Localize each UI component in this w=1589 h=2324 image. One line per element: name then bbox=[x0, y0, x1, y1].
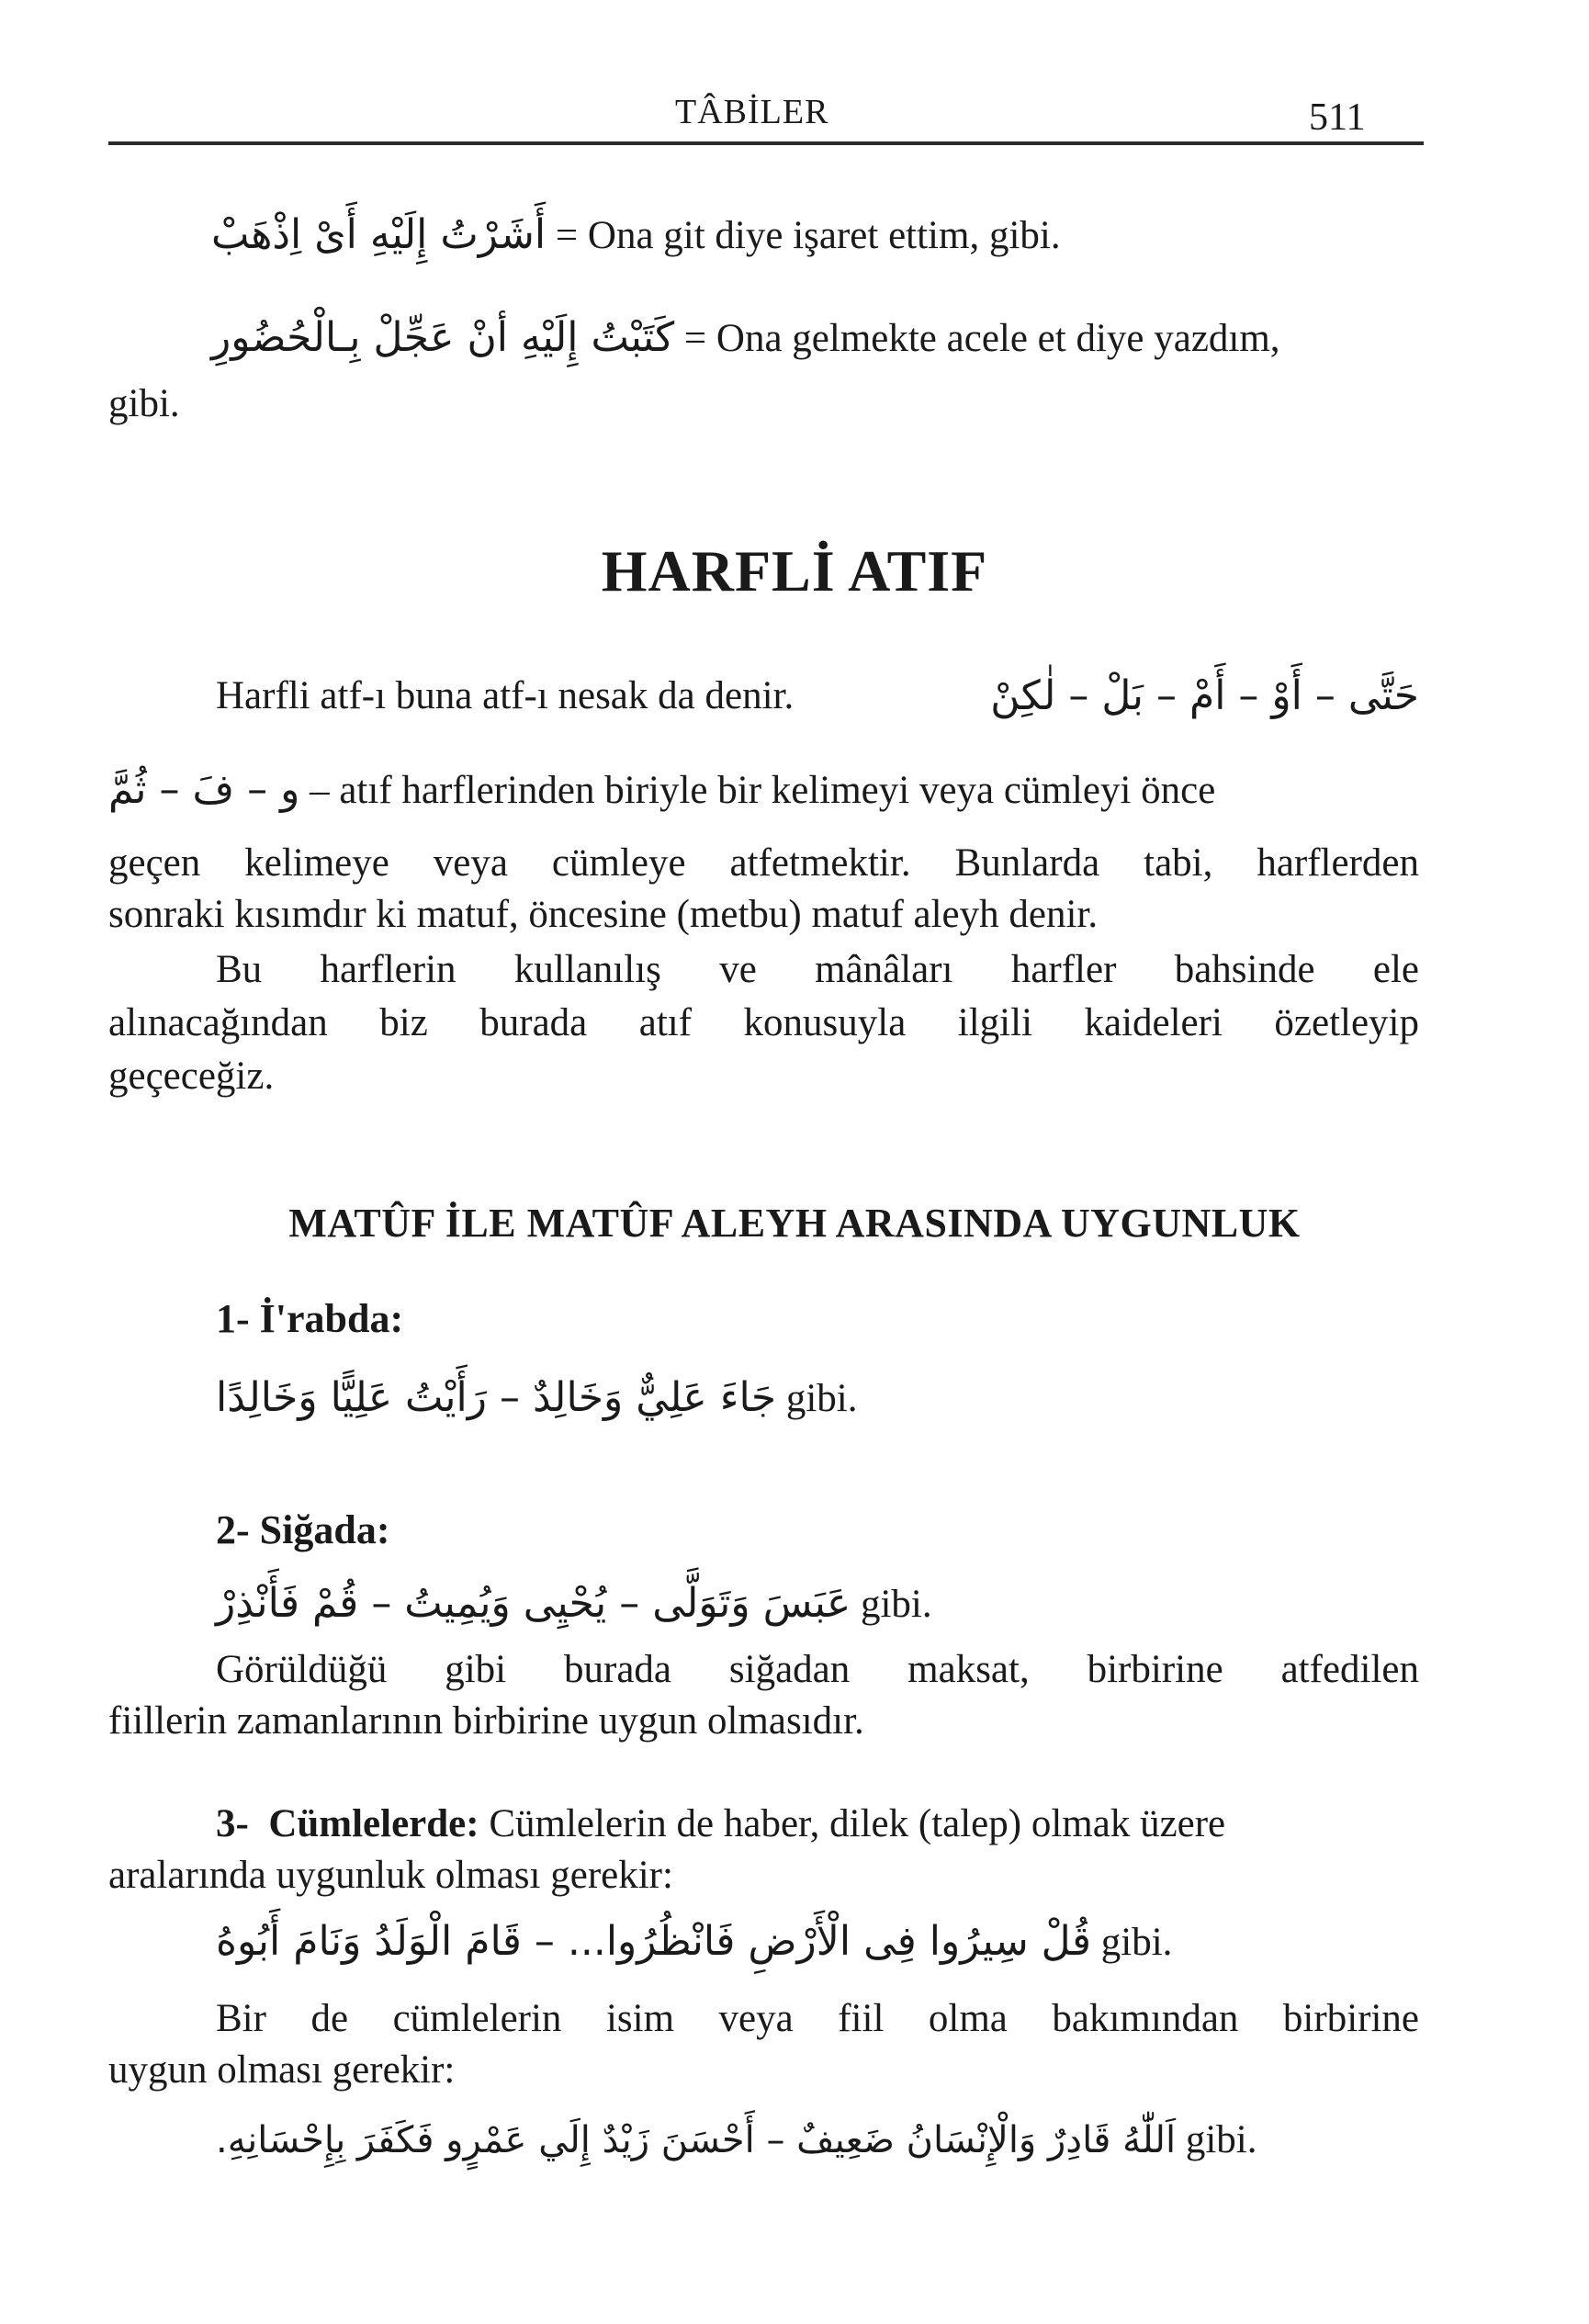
particles-arabic-2: و – فَ – ثُمَّ bbox=[108, 766, 300, 813]
item-3-line-1 bbox=[216, 1799, 1419, 1850]
running-title: TÂBİLER bbox=[675, 93, 829, 131]
item-2-example bbox=[216, 1578, 932, 1630]
item-1-heading: 1- İ'rabda: bbox=[216, 1296, 404, 1341]
item-3-heading: Cümlelerde: bbox=[268, 1802, 479, 1845]
item-3-suffix: gibi. bbox=[1100, 1921, 1173, 1964]
para2-line-2: alınacağından biz burada atıf konusuyla ilgili kaideleri özetleyip bbox=[108, 1001, 1419, 1044]
intro-line-1-text: Harfli atf-ı buna atf-ı nesak da denir. bbox=[216, 674, 794, 717]
para2-line-1: Bu harflerin kullanılış ve mânâları harfler bahsinde ele bbox=[216, 948, 1419, 991]
section-title: HARFLİ ATIF bbox=[601, 538, 988, 604]
item-2-heading: 2- Siğada: bbox=[216, 1507, 390, 1552]
intro-line-3: geçen kelimeye veya cümleye atfetmektir. Bunlarda tabi, harflerden bbox=[108, 841, 1419, 885]
header-rule bbox=[108, 141, 1424, 145]
item-3-line-2: aralarında uygunluk olması gerekir: bbox=[108, 1854, 673, 1897]
page-number: 511 bbox=[1309, 96, 1366, 139]
item-1-suffix: gibi. bbox=[785, 1377, 858, 1420]
item-3-note-line-2: uygun olması gerekir: bbox=[108, 2048, 456, 2092]
item-3-note-line-1: Bir de cümlelerin isim veya fiil olma bakımından birbirine bbox=[216, 1997, 1419, 2040]
intro-line-2 bbox=[108, 764, 1419, 817]
item-3-example-2 bbox=[216, 2115, 1257, 2166]
example-1-turkish: = Ona git diye işaret ettim, gibi. bbox=[555, 214, 1061, 257]
item-1-arabic: جَاءَ عَلِيٌّ وَخَالِدٌ – رَأَيْتُ عَلِيًّا وَخَالِدًا bbox=[216, 1374, 777, 1421]
item-3-number: 3- bbox=[216, 1802, 249, 1845]
para2-line-3: geçeceğiz. bbox=[108, 1055, 275, 1098]
item-2-note-line-2: fiillerin zamanlarının birbirine uygun olmasıdır. bbox=[108, 1699, 864, 1743]
example-2-continuation: gibi. bbox=[108, 382, 180, 425]
item-1-example bbox=[216, 1372, 857, 1425]
item-3-suffix-2: gibi. bbox=[1185, 2118, 1257, 2161]
subsection-title: MATÛF İLE MATÛF ALEYH ARASINDA UYGUNLUK bbox=[288, 1201, 1301, 1246]
intro-line-2-text: – atıf harflerinden biriyle bir kelimeyi veya cümleyi önce bbox=[310, 769, 1216, 812]
item-2-arabic: عَبَسَ وَتَوَلَّى – يُحْيِى وَيُمِيتُ – قُمْ فَأَنْذِرْ bbox=[216, 1580, 851, 1627]
item-3-arabic-2: اَللّٰهُ قَادِرٌ وَالْإِنْسَانُ ضَعِيفٌ – أَحْسَنَ زَيْدٌ إِلَي عَمْرٍو فَكَفَرَ بِإِحْسَانِهِ. bbox=[216, 2119, 1177, 2161]
intro-line-1 bbox=[216, 671, 1419, 722]
item-2-suffix: gibi. bbox=[860, 1583, 932, 1626]
item-2-note-line-1: Görüldüğü gibi burada siğadan maksat, birbirine atfedilen bbox=[216, 1648, 1419, 1691]
particles-arabic-1: حَتَّى – أَوْ – أَمْ – بَلْ – لٰكِنْ bbox=[990, 672, 1419, 719]
example-1-arabic: أَشَرْتُ إِلَيْهِ أَىْ اِذْهَبْ bbox=[211, 211, 547, 258]
item-3-text-1: Cümlelerin de haber, dilek (talep) olmak üzere bbox=[489, 1802, 1226, 1845]
example-2-arabic: كَتَبْتُ إِلَيْهِ أنْ عَجِّلْ بِـالْحُضُورِ bbox=[211, 314, 675, 361]
example-2-turkish: = Ona gelmekte acele et diye yazdım, bbox=[683, 317, 1280, 360]
example-line-1 bbox=[211, 209, 1061, 262]
example-line-2 bbox=[211, 312, 1280, 365]
item-3-arabic: قُلْ سِيرُوا فِى الْأَرْضِ فَانْظُرُوا... – قَامَ الْوَلَدُ وَنَامَ أَبُوهُ bbox=[216, 1918, 1092, 1965]
intro-line-4: sonraki kısımdır ki matuf, öncesine (metbu) matuf aleyh denir. bbox=[108, 893, 1099, 936]
item-3-example bbox=[216, 1916, 1172, 1969]
